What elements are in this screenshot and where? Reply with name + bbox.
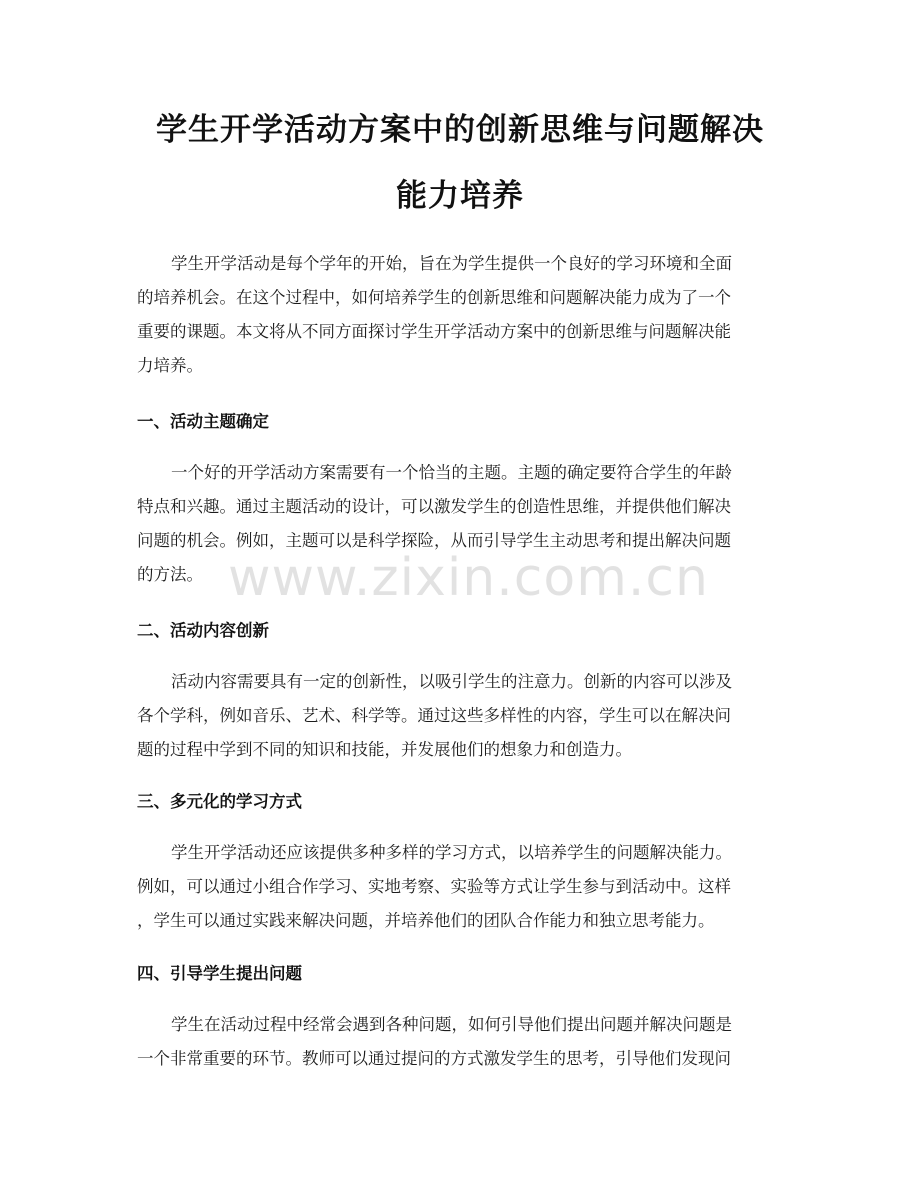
section-1-paragraph (137, 456, 785, 592)
paragraph-line: 活动内容需要具有一定的创新性，以吸引学生的注意力。创新的内容可以涉及 (171, 672, 732, 691)
section-heading-2: 二、活动内容创新 (137, 621, 269, 640)
section-heading-3: 三、多元化的学习方式 (137, 792, 302, 811)
paragraph-line: 特点和兴趣。通过主题活动的设计，可以激发学生的创造性思维，并提供他们解决 (137, 497, 731, 516)
intro-paragraph (137, 247, 785, 383)
section-heading-4: 四、引导学生提出问题 (137, 964, 302, 983)
paragraph-line: 的方法。 (137, 565, 203, 584)
paragraph-line: 问题的机会。例如，主题可以是科学探险，从而引导学生主动思考和提出解决问题 (137, 531, 731, 550)
document-title-line-2: 能力培养 (396, 178, 524, 214)
paragraph-line: 各个学科，例如音乐、艺术、科学等。通过这些多样性的内容，学生可以在解决问 (137, 706, 731, 725)
section-heading-1: 一、活动主题确定 (137, 412, 269, 431)
paragraph-line: 题的过程中学到不同的知识和技能，并发展他们的想象力和创造力。 (137, 740, 632, 759)
document-title-line-1: 学生开学活动方案中的创新思维与问题解决 (156, 112, 764, 148)
paragraph-line: 例如，可以通过小组合作学习、实地考察、实验等方式让学生参与到活动中。这样 (137, 877, 731, 896)
paragraph-line: 的培养机会。在这个过程中，如何培养学生的创新思维和问题解决能力成为了一个 (137, 288, 731, 307)
section-3-paragraph (137, 836, 785, 938)
paragraph-line: ，学生可以通过实践来解决问题，并培养他们的团队合作能力和独立思考能力。 (137, 911, 715, 930)
watermark: www.zixin.com.cn (228, 548, 709, 608)
paragraph-line: 一个非常重要的环节。教师可以通过提问的方式激发学生的思考，引导他们发现问 (137, 1049, 731, 1068)
paragraph-line: 重要的课题。本文将从不同方面探讨学生开学活动方案中的创新思维与问题解决能 (137, 322, 731, 341)
paragraph-line: 力培养。 (137, 356, 203, 375)
paragraph-line: 学生开学活动还应该提供多种多样的学习方式，以培养学生的问题解决能力。 (171, 843, 732, 862)
paragraph-line: 学生开学活动是每个学年的开始，旨在为学生提供一个良好的学习环境和全面 (171, 254, 732, 273)
section-4-paragraph (137, 1008, 785, 1076)
paragraph-line: 一个好的开学活动方案需要有一个恰当的主题。主题的确定要符合学生的年龄 (171, 463, 732, 482)
section-2-paragraph (137, 665, 785, 767)
paragraph-line: 学生在活动过程中经常会遇到各种问题，如何引导他们提出问题并解决问题是 (171, 1015, 732, 1034)
